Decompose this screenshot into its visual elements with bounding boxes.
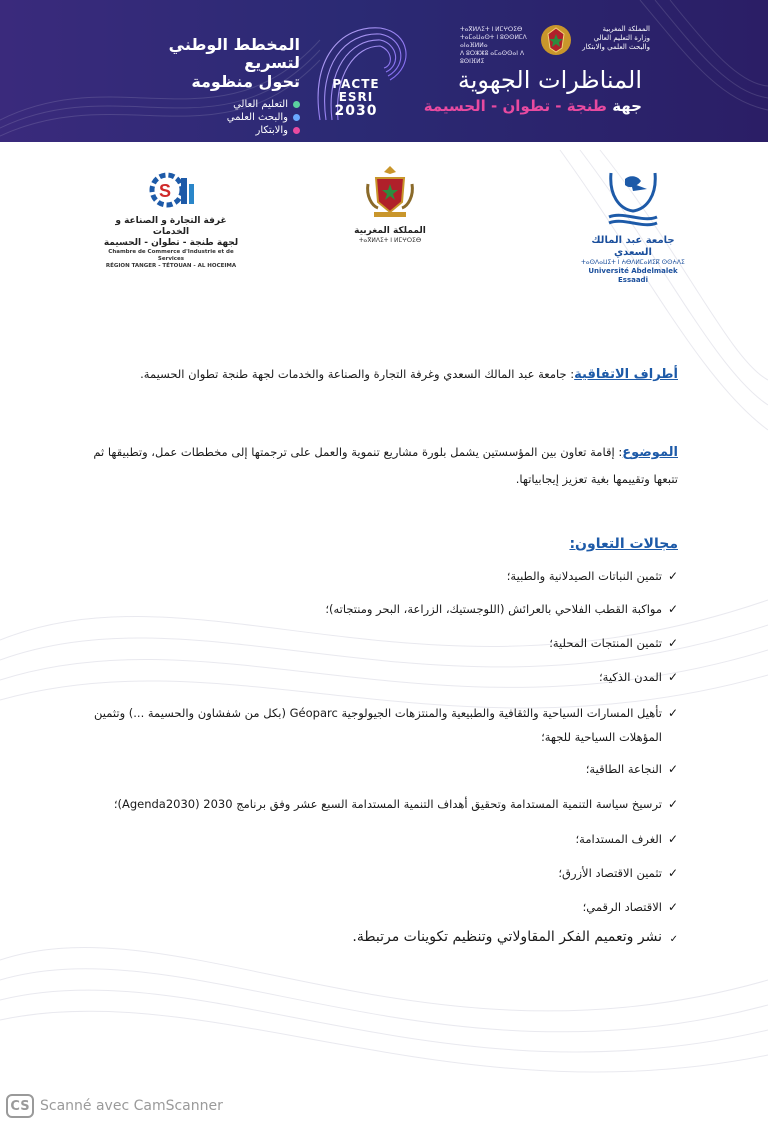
kingdom-logo (350, 162, 430, 245)
subject-text: : إقامة تعاون بين المؤسستين يشمل بلورة مشاريع تنموية والعمل على ترجمتها إلى مخططات عمل، وتطبيقها ثم تتبعها وتقييمها بغية تعزيز إيجابياتها. (93, 445, 678, 486)
plan-bullet-text: والبحث العلمي (226, 112, 288, 123)
cooperation-fields-list (58, 566, 678, 957)
university-french-name: Université Abdelmalek Essaadi (588, 267, 678, 284)
check-icon: ✓ (667, 636, 678, 650)
subject-paragraph (78, 439, 678, 492)
check-icon: ✓ (667, 762, 678, 776)
list-item-text: ترسيخ سياسة التنمية المستدامة وتحقيق أهداف التنمية المستدامة السبع عشر وفق برنامج 2030 (Agenda2030)؛ (113, 797, 662, 811)
list-item (58, 667, 678, 701)
plan-bullet-text: التعليم العالي (233, 99, 288, 110)
ccis-arabic-region: لجهة طنجة - تطوان - الحسيمة (103, 238, 239, 248)
ministry-amazigh-text (460, 26, 536, 66)
region-tangier: طنجة (566, 97, 607, 115)
regional-conferences-title: المناظرات الجهوية (457, 66, 642, 94)
university-arabic-name: جامعة عبد المالك السعدي (591, 235, 675, 258)
check-icon: ✓ (667, 706, 678, 720)
list-item-text: تثمين المنتجات المحلية؛ (549, 636, 662, 650)
moroccan-coat-of-arms-icon (538, 22, 574, 58)
region-prefix: جهة (612, 97, 642, 115)
check-icon: ✓ (667, 900, 678, 914)
national-plan-title-line2: تحول منظومة (191, 72, 300, 91)
year-2030: 2030 (334, 103, 378, 119)
ccis-gear-logo-icon (143, 168, 199, 212)
university-logo (578, 165, 688, 285)
ministry-header (460, 20, 650, 65)
coat-of-arms-icon (360, 162, 420, 222)
camscanner-text: Scanné avec CamScanner (40, 1098, 223, 1114)
list-item (58, 863, 678, 897)
list-item (58, 829, 678, 863)
camscanner-watermark (6, 1091, 246, 1121)
ministry-arabic-line: والبحث العلمي والابتكار (582, 43, 650, 51)
check-icon: ✓ (667, 797, 678, 811)
list-item-text: المدن الذكية؛ (599, 670, 662, 684)
pacte-word: PACTE (332, 77, 380, 91)
ministry-arabic-line: المملكة المغربية (602, 25, 650, 33)
pacte-esri-wordmark (326, 78, 386, 119)
plan-bullet (150, 98, 300, 111)
list-item-text: تثمين النباتات الصيدلانية والطبية؛ (506, 569, 662, 583)
plan-bullet-text: والابتكار (255, 125, 288, 136)
list-item-text: الاقتصاد الرقمي؛ (582, 900, 662, 914)
flower-dot-icon (293, 114, 300, 121)
list-item-text: تثمين الاقتصاد الأزرق؛ (558, 866, 662, 880)
national-plan-title-line1: المخطط الوطني لتسريع (168, 35, 300, 72)
header-banner (0, 0, 768, 142)
flower-dot-icon (293, 101, 300, 108)
ministry-arabic-line: وزارة التعليم العالي (593, 34, 650, 42)
check-icon: ✓ (667, 569, 678, 583)
plan-bullet (150, 124, 300, 137)
list-item (58, 794, 678, 829)
esri-word: ESRI (338, 90, 374, 104)
list-item-text: نشر وتعميم الفكر المقاولاتي وتنظيم تكوينات مرتبطة. (352, 929, 662, 945)
svg-text:S: S (159, 181, 172, 201)
check-icon: ✓ (667, 602, 678, 616)
list-item (58, 566, 678, 599)
cooperation-fields-heading: مجالات التعاون: (569, 536, 678, 552)
subject-label: الموضوع (622, 445, 678, 460)
parties-label: أطراف الاتفاقية (574, 367, 678, 382)
check-icon: ✓ (667, 832, 678, 846)
plan-bullets (150, 98, 300, 137)
ministry-amazigh-line: ⵜⴰⴳⵍⴷⵉⵜ ⵏ ⵍⵎⵖⵔⵉⴱ (460, 26, 523, 33)
ministry-amazigh-line: ⵜⴰⵎⴰⵡⴰⵙⵜ ⵏ ⵓⵙⵙⵍⵎⴷ ⴰⵏⴰⴼⵍⵍⴰ (460, 34, 527, 49)
region-subtitle (420, 96, 642, 116)
ccis-logo (96, 168, 246, 270)
parties-paragraph (78, 361, 678, 388)
ministry-arabic-text (576, 25, 650, 52)
ccis-french-name: Chambre de Commerce d'Industrie et de Services (108, 249, 234, 262)
list-item-text: مواكبة القطب الفلاحي بالعرائش (اللوجستيك، الزراعة، البحر ومنتجاته)؛ (325, 602, 662, 616)
kingdom-amazigh-name: ⵜⴰⴳⵍⴷⵉⵜ ⵏ ⵍⵎⵖⵔⵉⴱ (358, 237, 422, 244)
list-item-text: النجاعة الطاقية؛ (585, 762, 662, 776)
ccis-arabic-name: غرفة التجارة و الصناعة و الخدمات (115, 216, 227, 237)
national-plan-block (150, 36, 300, 137)
list-item (58, 633, 678, 667)
check-icon: ✓ (667, 670, 678, 684)
ccis-french-region: RÉGION TANGER - TÉTOUAN - AL HOCEIMA (105, 263, 237, 269)
list-item (58, 759, 678, 794)
list-item (58, 897, 678, 927)
list-item (58, 599, 678, 633)
check-icon: ✓ (669, 934, 678, 945)
list-item (58, 927, 678, 957)
parties-text: : جامعة عبد المالك السعدي وغرفة التجارة والصناعة والخدمات لجهة طنجة تطوان الحسيمة. (140, 367, 575, 381)
university-amazigh-name: ⵜⴰⵙⴷⴰⵡⵉⵜ ⵏ ⵄⴱⴷⵍⵎⴰⵍⵉⴽ ⵙⵙⵄⴷⵉ (581, 259, 685, 266)
list-item-text: الغرف المستدامة؛ (575, 832, 662, 846)
region-rest: - تطوان - الحسيمة (423, 97, 562, 115)
ministry-amazigh-line: ⴷ ⵓⵔⵣⵣⵓ ⴰⵎⴰⵙⵙⴰⵏ ⴷ ⵓⵙⵏⴼⵍⵉ (460, 50, 525, 65)
university-bird-logo-icon (603, 165, 663, 231)
flower-dot-icon (293, 127, 300, 134)
plan-bullet (150, 111, 300, 124)
list-item-text: تأهيل المسارات السياحية والثقافية والطبيعية والمنتزهات الجيولوجية Géoparc (بكل من شفشاون والحسيمة ...) وتثمين المؤهلات السياحية للجهة؛ (94, 706, 662, 744)
list-item (58, 701, 678, 759)
kingdom-arabic-name: المملكة المغربية (354, 226, 426, 236)
camscanner-logo-icon: CS (6, 1094, 34, 1118)
check-icon: ✓ (667, 866, 678, 880)
